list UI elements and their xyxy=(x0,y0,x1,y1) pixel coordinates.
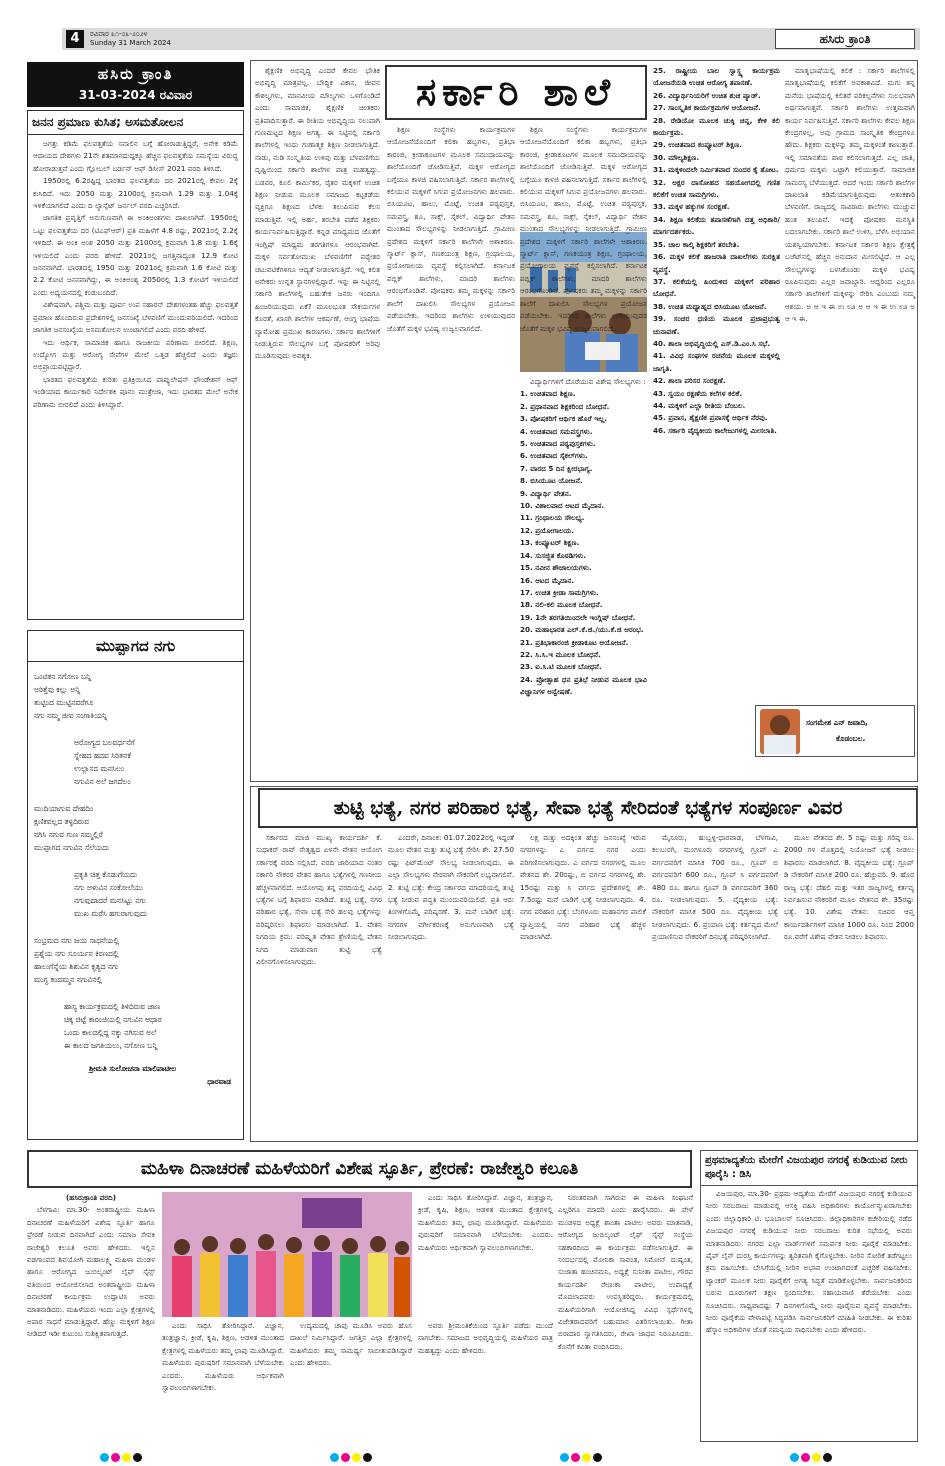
women-col-1 xyxy=(27,1192,155,1442)
list-item: 28. ರೇಡಿಯೋ ಮೂಲಕ ಚುಕ್ಕಿ ಚಿನ್ನ, ಕೇಳಿ ಕಲಿ ಕಾರ್ಯಕ್ರಮ. xyxy=(653,115,780,138)
list-item: 3. ಪೋಷಕರಿಗೆ ಆರ್ಥಿಕ ಹೊರೆ ಇಲ್ಲ. xyxy=(520,414,608,424)
registration-dots-3 xyxy=(560,1447,604,1466)
women-photo-illustration xyxy=(162,1192,412,1317)
list-item: 24. ಪ್ರೋತ್ಸಾಹ ಧನ ಪ್ರತಿಭೆ ನೀಡುವ ಮೂಲಕ ಭಾವಿ ವಿಜ್ಞಾನಿಗಳ ಅನ್ವೇಷಣೆ. xyxy=(520,674,647,697)
list-item: 43. ಸ್ವಯಂ ರಕ್ಷಣೆಯ ಕಲೆಗಳ ಕಲಿಕೆ. xyxy=(653,388,743,398)
list-item: 45. ಪ್ರವಾಸ, ಶೈಕ್ಷಣಿಕ ಪ್ರವಾಸಕ್ಕೆ ಆರ್ಥಿಕ ನೆರವು. xyxy=(653,413,768,423)
allowance-col-5 xyxy=(784,832,914,1138)
editorial-paragraph: ವಿಶೇಷವಾಗಿ, ಪಶ್ಚಿಮ ಮತ್ತು ಪೂರ್ವ ಉಪ ಸಹಾರನ್ ದೇಶಗಳಂತಹ ಹೆಚ್ಚು ಫಲವತ್ತತೆ ಪ್ರಮಾಣ ಹೊಂದಿರುವ ಪ್ರದೇಶಗಳಲ್ಲಿ ಜನಸಂಖ್ಯೆ ಬೆಳವಣಿಗೆ ಮುಂದುವರಿಯಲಿದೆ. ಇದರಿಂದ ಜಾಗತಿಕ ಜನಸಂಖ್ಯೆಯ ಅಸಮತೋಲನ ಉಂಟಾಗಲಿದೆ ಎಂದು ವರದಿ ಹೇಳಿದೆ. xyxy=(33,300,238,335)
editorial-title: ಜನನ ಪ್ರಮಾಣ ಕುಸಿತ; ಅಸಮತೋಲನ xyxy=(28,111,243,135)
poem-stanza xyxy=(74,736,237,788)
editorial-paragraph: 1950ರಲ್ಲಿ 6.2ರಷ್ಟಿದ್ದ ಭಾರತದ ಫಲವತ್ತತೆಯ ದರ 2021ರಲ್ಲಿ ಕೇವಲ 2ಕ್ಕೆ ಕುಸಿದಿದೆ. ಇದು 2050 ಮತ್ತು 2100ರಲ್ಲಿ ಕ್ರಮವಾಗಿ 1.29 ಮತ್ತು 1.04ಕ್ಕೆ ಇಳಿಕೆಯಾಗಲಿದೆ ಎಂದು ದಿ ಲ್ಯಾನ್ಸೆಟ್ ಜರ್ನಲ್ ವರದಿ ಎಚ್ಚರಿಸಿದೆ. xyxy=(33,176,238,211)
list-item: 15. ನವೀನ ಶೌಚಾಲಯಗಳು. xyxy=(520,563,592,573)
poem-line: ಚಿಕ್ಕ ಚಿಟ್ಟೆ ಕಾರಂಜಿಯಲ್ಲಿ ನಗುವಿನ ಆಧಾರ xyxy=(64,1015,162,1024)
allowance-text: ಲಕ್ಷ ಮತ್ತು ಅದಕ್ಕಿಂತ ಹೆಚ್ಚು ಜನಸಂಖ್ಯೆ ಇರುವ ನಗರಗಳನ್ನು ಎ ವರ್ಗದ ನಗರ ಎಂದು ಪರಿಗಣಿಸಲಾಗುವುದು. ಎ ವರ್ಗದ ನಗರಗಳಲ್ಲಿ ಮೂಲ ವೇತನದ ಶೇ. 20ರಷ್ಟು, ಬಿ ವರ್ಗದ ನಗರಗಳಲ್ಲಿ ಶೇ. 15ರಷ್ಟು ಮತ್ತು ಸಿ ವರ್ಗದ ಪ್ರದೇಶಗಳಲ್ಲಿ ಶೇ. 7.5ರಷ್ಟು ಮನೆ ಬಾಡಿಗೆ ಭತ್ಯೆ ನೀಡಲಾಗುವುದು. 4. ನಗರ ಪರಿಹಾರ ಭತ್ಯೆ: ಬೆಂಗಳೂರು ಮಹಾನಗರ ಪಾಲಿಕೆ ವ್ಯಾಪ್ತಿಯಲ್ಲಿ ನಗರ ಪರಿಹಾರ ಭತ್ಯೆ ಹೆಚ್ಚಳ ಮಾಡಲಾಗಿದೆ. xyxy=(520,833,646,942)
header-brand: ಹಸಿರು ಕ್ರಾಂತಿ xyxy=(775,29,915,49)
allowance-col-1 xyxy=(256,832,382,1138)
feature-col-3-top xyxy=(520,124,647,333)
list-item: 19. 1ನೇ ತರಗತಿಯಿಂದಲೇ ಇಂಗ್ಲಿಷ್ ಬೋಧನೆ. xyxy=(520,612,636,622)
list-item: 17. ಉಚಿತ ಕ್ರೀಡಾ ಸಾಮಗ್ರಿಗಳು. xyxy=(520,587,599,597)
poem-stanza xyxy=(64,1000,237,1052)
feature-list-1 xyxy=(520,376,647,776)
feature-col-5 xyxy=(785,65,915,777)
header-date-english: Sunday 31 March 2024 xyxy=(90,39,171,47)
poem-line: ಪ್ರಶ್ನೆಯ ನಗು ಸೂರ್ಯನ ಕಿರಣದಲ್ಲಿ xyxy=(34,949,119,958)
poem-line: ಒಂಟಿತನ ನಗೋಣ ಬನ್ನಿ xyxy=(34,672,92,681)
list-item: 20. ಮಹಾಭಾರತ ಎಲ್.ಕೆ.ಜಿ./ಯು.ಕೆ.ಜಿ ಆರಂಭ. xyxy=(520,625,644,635)
poem-line: ಹಾಸ್ಯ ಕಾರ್ಯಕ್ರಮದಲ್ಲಿ ತಿಳಿದಿರುವ ಜಾಣ xyxy=(64,1002,161,1011)
women-text: ಎಂದು ಸಾಧಿಸಿ ತೋರಿಸಿದ್ದಾರೆ. ವಿಜ್ಞಾನ, ತಂತ್ರಜ್ಞಾನ, ಕ್ರೀಡೆ, ಕೃಷಿ, ಶಿಕ್ಷಣ, ಆಡಳಿತ ಮುಂತಾದ ಕ್ಷೇತ್ರಗಳಲ್ಲಿ ಮಹಿಳೆಯರು ತಮ್ಮ ಛಾಪು ಮೂಡಿಸಿದ್ದಾರೆ. ಮಹಿಳೆಯರು ಪುರುಷರಿಗೆ ಸಮಾನವಾಗಿ ಬೆಳೆಯಬೇಕು ಎಂದರು. ಮಹಿಳೆಯರು ಆರ್ಥಿಕವಾಗಿ ಸ್ವಾವಲಂಬಿಗಳಾಗಬೇಕು. xyxy=(162,1321,284,1393)
list-item: 12. ಪ್ರಯೋಗಾಲಯ. xyxy=(520,525,575,535)
poem-stanza xyxy=(34,670,237,722)
list-item: 46. ಸರ್ಕಾರಿ ವೈದ್ಯಕೀಯ ಕಾಲೇಜುಗಳಲ್ಲಿ ಮೀಸಲಾತಿ. xyxy=(653,425,777,435)
poem-line: ತುಟ್ಟಿಂದ ಮುಟ್ಟಿನವರೆಗೂ xyxy=(34,698,94,707)
women-text: ನಿರಂತರವಾಗಿ ಸಾಗಿರುವ ಈ ಮಹಿಳಾ ಸಂಘಟನೆ ಎಲ್ಲರಿಗೂ ಮಾದರಿ ಎಂದು ಹಾರೈಸಿದರು. ಈ ವೇಳೆ ಮಂಡಳದ ಅಧ್ಯಕ್ಷೆ ಶಾಂತಾ ಪಾಟೀಲ ಅವರು ಮಾತನಾಡಿ, ಆರೋಗ್ಯದ ಜುಬಿಲ್ಯಂಟ್ ಲೈಫ್ ಸೈನ್ಸ್ ಸಂಸ್ಥೆಯ ಸಹಕಾರದಿಂದ ಈ ಕಾರ್ಯಕ್ರಮ ನಡೆಸಲಾಗುತ್ತಿದೆ. ಈ ಸಂದರ್ಭದಲ್ಲಿ ಮೋನಿಕಾ ಸಾವಂತ, ಸಿಮೋನ್ ದುಷ್ಯಂತ, ಸುಜಾತಾ ಹಂಚಿನಮನಿ, ಅಧ್ಯಕ್ಷೆ ಸುನೀತಾ ಪಾಟೀಲ, ಗೌರವ ಕಾರ್ಯದರ್ಶಿ ರೇಣುಕಾ ಪಾಟೀಲ, ಉಪಾಧ್ಯಕ್ಷೆ ಮೊದಲಾದವರು ಉಪಸ್ಥಿತರಿದ್ದರು. ಕಾರ್ಯಕ್ರಮದಲ್ಲಿ ಮಹಿಳೆಯರಿಗಾಗಿ ಆಯೋಜಿಸಿದ್ದ ವಿವಿಧ ಸ್ಪರ್ಧೆಗಳಲ್ಲಿ ವಿಜೇತರಾದವರಿಗೆ ಬಹುಮಾನ ವಿತರಿಸಲಾಯಿತು. ಗೀತಾ ಬಿರಾದಾರ ಸ್ವಾಗತಿಸಿದರು, ರೇಖಾ ಜಾಧವ ನಿರೂಪಿಸಿದರು. ಕೊನೆಗೆ ಕವಿತಾ ವಂದಿಸಿದರು. xyxy=(558,1193,693,1351)
list-item: 13. ಕಂಪ್ಯೂಟರ್ ಶಿಕ್ಷಣ. xyxy=(520,538,580,548)
poem-line: ಆರೋಗ್ಯದ ಬಲವರ್ಧನೆಗೆ xyxy=(74,738,135,747)
poem-line: ಅರಿತ್ತೆವು ಕಲ್ಲು ಅನ್ನಿ xyxy=(34,685,81,694)
author-place: ಕೊಡಂಬಲ. xyxy=(836,734,866,743)
allowance-text: ಮೈಸೂರು, ಹುಬ್ಬಳ್ಳಿ-ಧಾರವಾಡ, ಬೆಳಗಾವಿ, ಕಲಬುರಗಿ, ಮಂಗಳೂರು ನಗರಗಳಲ್ಲಿ ಗ್ರೂಪ್ ಎ ವರ್ಗದವರಿಗೆ ಮಾಸಿಕ 700 ರೂ., ಗ್ರೂಪ್ ಬಿ ವರ್ಗದವರಿಗೆ 600 ರೂ., ಗ್ರೂಪ್ ಸಿ ವರ್ಗದವರಿಗೆ 480 ರೂ. ಹಾಗೂ ಗ್ರೂಪ್ ಡಿ ವರ್ಗದವರಿಗೆ 360 ರೂ. ನೀಡಲಾಗುವುದು. 5. ವೈದ್ಯಕೀಯ ಭತ್ಯೆ: ನೌಕರರಿಗೆ ಮಾಸಿಕ 500 ರೂ. ವೈದ್ಯಕೀಯ ಭತ್ಯೆ ನೀಡಲಾಗುವುದು. 6. ಪ್ರಯಾಣ ಭತ್ಯೆ: ಕರ್ತವ್ಯದ ಮೇಲೆ ಪ್ರಯಾಣಿಸುವ ನೌಕರರಿಗೆ ದಿನಭತ್ಯೆ ಪರಿಷ್ಕರಿಸಲಾಗಿದೆ. xyxy=(652,833,778,942)
poem-line: ಮುಪ್ಪಾಗದ ನಗುವಿನ ಸೆಲೆಯದು xyxy=(34,843,110,852)
poem-line: ನಗುವುದಾದರೆ ಮನಸಿಟ್ಟು ನಗು xyxy=(74,896,146,905)
masthead-date: 31-03-2024 ರವಿವಾರ xyxy=(78,88,193,102)
list-item: 16. ಆಟದ ಮೈದಾನ. xyxy=(520,575,575,585)
women-col-under-photo xyxy=(162,1320,412,1442)
list-item: 37. ಕಲಿಕೆಯಲ್ಲಿ ಹಿಂದುಳಿದ ಮಕ್ಕಳಿಗೆ ಪರಿಹಾರ ಬೋಧನೆ. xyxy=(653,276,780,299)
poem-line: ಕ್ಷಣಿಕವಲ್ಲದ ತಳ್ಳದಿರುವ xyxy=(34,817,90,826)
poem-line: ಪ್ರಕೃತಿ ಚಿತ್ತ ಕೊಡುಗೆಯದು xyxy=(74,870,138,879)
water-text: ವಿಜಯಪುರ, ಮಾ.30- ಪ್ರಥಮ ಆದ್ಯತೆಯ ಮೇರೆಗೆ ವಿಜಯಪುರ ನಗರಕ್ಕೆ ಕುಡಿಯುವ ನೀರು ಸರಬರಾಜು ಮಾಡುವಲ್ಲಿ ಆಸಕ್ತಿ ವಹಿಸಿ ಅಧಿಕಾರಿಗಳು ಕಾರ್ಯೋನ್ಮುಖರಾಗಬೇಕು ಎಂದು ಜಿಲ್ಲಾಧಿಕಾರಿ ಟಿ. ಭೂಬಾಲನ್ ಸೂಚಿಸಿದರು. ಜಿಲ್ಲಾಧಿಕಾರಿಗಳ ಕಚೇರಿಯಲ್ಲಿ ನಡೆದ ವಿಜಯಪುರ ನಗರಕ್ಕೆ ಕುಡಿಯುವ ನೀರು ಸರಬರಾಜು ಕುರಿತ ಸಭೆಯಲ್ಲಿ ಅವರು ಮಾತನಾಡಿದರು. ನಗರದ ಎಲ್ಲಾ ವಾರ್ಡ್‌ಗಳಿಗೆ ಸಮರ್ಪಕ ನೀರು ಪೂರೈಕೆ ಮಾಡಬೇಕು. ಪೈಪ್ ಲೈನ್ ದುರಸ್ತಿ ಕಾರ್ಯಗಳನ್ನು ತ್ವರಿತವಾಗಿ ಕೈಗೊಳ್ಳಬೇಕು. ನೀರಿನ ಸೋರಿಕೆ ತಡೆಗಟ್ಟಲು ಕ್ರಮ ವಹಿಸಬೇಕು. ಬೇಸಿಗೆಯಲ್ಲಿ ನೀರಿನ ಅಭಾವ ಉಂಟಾಗದಂತೆ ಎಚ್ಚರಿಕೆ ವಹಿಸಬೇಕು. ಟ್ಯಾಂಕರ್ ಮೂಲಕ ನೀರು ಪೂರೈಕೆಗೆ ಅಗತ್ಯ ಸಿದ್ಧತೆ ಮಾಡಿಕೊಳ್ಳಬೇಕು. ಸಾರ್ವಜನಿಕರಿಂದ ಬರುವ ದೂರುಗಳಿಗೆ ತಕ್ಷಣ ಸ್ಪಂದಿಸಬೇಕು. ಸಹಾಯವಾಣಿ ತೆರೆಯಬೇಕು ಎಂದು ಸೂಚಿಸಿದರು. ಸಾಧ್ಯವಾದಷ್ಟು 7 ದಿನಗಳಿಗೊಮ್ಮೆ ನೀರು ಪೂರೈಸುವ ವ್ಯವಸ್ಥೆ ಮಾಡಬೇಕು. ನೀರು ಪೂರೈಕೆಯ ವೇಳಾಪಟ್ಟಿ ಸಿದ್ಧಪಡಿಸಿ ಸಾರ್ವಜನಿಕರಿಗೆ ಮಾಹಿತಿ ನೀಡಬೇಕು. ಈ ಕುರಿತು ಹೆಸ್ಕಾಂ ಅಧಿಕಾರಿಗಳ ಜೊತೆ ಸಮನ್ವಯ ಸಾಧಿಸಬೇಕು ಎಂದು ಹೇಳಿದರು. xyxy=(706,1189,912,1335)
allowance-text: ಮೂಲ ವೇತನದ ಶೇ. 5 ರಷ್ಟು ಮತ್ತು ಗರಿಷ್ಠ ರೂ. 2000 ಗಳ ಮೊತ್ತದಲ್ಲಿ ನಿಯೋಜನೆ ಭತ್ಯೆ ನೀಡಲು ಶಿಫಾರಸು ಮಾಡಲಾಗಿದೆ. 8. ವೈದ್ಯಕೀಯ ಭತ್ಯೆ: ಗ್ರೂಪ್ ಡಿ ನೌಕರರಿಗೆ ಮಾಸಿಕ 200 ರೂ. ಹೆಚ್ಚುವರಿ. 9. ಹೊರ ರಾಜ್ಯ ಭತ್ಯೆ: ದೆಹಲಿ ಮತ್ತು ಇತರ ರಾಜ್ಯಗಳಲ್ಲಿ ಕರ್ತವ್ಯ ನಿರ್ವಹಿಸುವ ನೌಕರರಿಗೆ ಮೂಲ ವೇತನದ ಶೇ. 35ರಷ್ಟು ಭತ್ಯೆ. 10. ವಿಶೇಷ ವೇತನ: ಸಚಿವರ ಆಪ್ತ ಕಾರ್ಯದರ್ಶಿಗಳಿಗೆ ಮಾಸಿಕ 1000 ರೂ. ನಿಂದ 2000 ರೂ.ವರೆಗೆ ವಿಶೇಷ ವೇತನ ನೀಡಲು ಶಿಫಾರಸು. xyxy=(784,833,914,942)
feature-list-2 xyxy=(653,65,780,705)
list-item: 34. ಶಿಕ್ಷಣ ಕಲಿಕೆಯ ತಪಾಸಣೆಗಾಗಿ ದತ್ತ ಅಧಿಕಾರಿ/ ಮಾರ್ಗದರ್ಶಕರು. xyxy=(653,214,780,237)
editorial-paragraph: ಜಾಗತಿಕ ಪ್ರವೃತ್ತಿಗೆ ಅನುಗುಣವಾಗಿ ಈ ಅಂಕಿಅಂಶಗಳು ದಾಖಲಾಗಿವೆ. 1950ರಲ್ಲಿ ಒಟ್ಟು ಫಲವತ್ತತೆಯ ದರ (ಟಿಎಫ್‌ಆರ್) ಪ್ರತಿ ಮಹಿಳೆಗೆ 4.8 ರಷ್ಟು, 2021ರಲ್ಲಿ 2.2ಕ್ಕೆ ಇಳಿದಿದೆ. ಈ ಅಂಕಿ ಅಂಶ 2050 ಮತ್ತು 2100ರಲ್ಲಿ ಕ್ರಮವಾಗಿ 1.8 ಮತ್ತು 1.6ಕ್ಕೆ ಇಳಿಯಲಿದೆ ಎಂದು ವರದಿ ಹೇಳಿದೆ. 2021ರಲ್ಲಿ ಜಗತ್ತಿನಾದ್ಯಂತ 12.9 ಕೋಟಿ ಜನನವಾಗಿದೆ. ಭಾರತದಲ್ಲಿ 1950 ಮತ್ತು 2021ರಲ್ಲಿ ಕ್ರಮವಾಗಿ 1.6 ಕೋಟಿ ಮತ್ತು 2.2 ಕೋಟಿ ಜನನವಾಗಿದ್ದು, ಈ ಅಂಕಿಅಂಶ್ಯ 2050ರಲ್ಲಿ 1.3 ಕೋಟಿಗೆ ಇಳಿಯಲಿದೆ ಎಂದು ಅಧ್ಯಯನದಲ್ಲಿ ಕಂಡುಬಂದಿದೆ. xyxy=(33,213,238,297)
editorial-paragraph: ಇದು ಆರ್ಥಿಕ, ಸಾಮಾಜಿಕ ಹಾಗೂ ರಾಜಕೀಯ ಪರಿಣಾಮ ಬೀರಲಿದೆ. ಶಿಕ್ಷಣ, ಉದ್ಯೋಗ ಮತ್ತು ಆರೋಗ್ಯ ಸೇವೆಗಳ ಮೇಲೆ ಒತ್ತಡ ಹೆಚ್ಚಲಿದೆ ಎಂದು ತಜ್ಞರು ಅಭಿಪ್ರಾಯಪಟ್ಟಿದ್ದಾರೆ. xyxy=(33,337,238,372)
list-item: 11. ಗ್ರಂಥಾಲಯ ಸೌಲಭ್ಯ. xyxy=(520,513,585,523)
list-item: 8. ಬಿಸಿಯೂಟ ಯೋಜನೆ. xyxy=(520,476,583,486)
allowance-text: ಎಂದರೇ, ದಿನಾಂಕ: 01.07.2022ರಲ್ಲಿ ಇದ್ದಂತೆ ಮೂಲ ವೇತನ ಮತ್ತು ತುಟ್ಟಿ ಭತ್ಯೆ ಸೇರಿಸಿ ಶೇ. 27.50 ರಷ್ಟು ಫಿಟ್‌ಮೆಂಟ್ ಸೌಲಭ್ಯ ನೀಡಲಾಗುವುದು. ಈ ಎಲ್ಲಾ ಸೌಲಭ್ಯಗಳು ನೇರವಾಗಿ ನೌಕರರಿಗೆ ಲಭ್ಯವಾಗಲಿವೆ. 2. ತುಟ್ಟಿ ಭತ್ಯೆ: ಕೇಂದ್ರ ಸರ್ಕಾರದ ಮಾದರಿಯಲ್ಲಿ ತುಟ್ಟಿ ಭತ್ಯೆ ನೀಡುವ ಪದ್ಧತಿ ಮುಂದುವರಿಯಲಿದೆ. ಪ್ರತಿ ಆರು ತಿಂಗಳಿಗೊಮ್ಮೆ ಪರಿಷ್ಕರಣೆ. 3. ಮನೆ ಬಾಡಿಗೆ ಭತ್ಯೆ: ನಗರಗಳ ವರ್ಗೀಕರಣಕ್ಕೆ ಅನುಗುಣವಾಗಿ ಭತ್ಯೆ ನೀಡಲಾಗುವುದು. xyxy=(388,833,514,942)
women-text: ಉದ್ಯಮದಲ್ಲಿ ಚಾಪು ಮೂಡಿಸಿ ಅವರು ಹೊಸ ದಾಖಲೆ ನಿರ್ಮಿಸಿದ್ದಾರೆ. ಜಗತ್ತಿನ ಎಲ್ಲಾ ಕ್ಷೇತ್ರಗಳಲ್ಲಿ ಮಹಿಳೆಯರು ತಮ್ಮ ಸಾಮರ್ಥ್ಯ ಸಾಬೀತುಪಡಿಸಿದ್ದಾರೆ ಎಂದು ಹೇಳಿದರು. xyxy=(290,1321,412,1368)
list-item: 39. ಸಂಚರ ಧಣಿಯ ಮೂಲಕ ಪ್ರಜಾಪ್ರಭುತ್ವ ಚುನಾವಣೆ. xyxy=(653,314,780,336)
list-item: 32. ಅಕ್ಷರ ದಾಸೋಹದ ಸಹಯೋಗದಲ್ಲಿ ಗಣಿತ ಕಲಿಕೆಗೆ ಉಚಿತ ಸಾಮಗ್ರಿಗಳು. xyxy=(653,177,780,200)
poem-title: ಮುಪ್ಪಾಗದ ನಗು xyxy=(28,631,243,662)
allowance-text: ಸರ್ಕಾರದ ಮಾಜಿ ಮುಖ್ಯ ಕಾರ್ಯದರ್ಶಿ ಕೆ. ಸುಧಾಕರ್ ರಾವ್ ನೇತೃತ್ವದ ಏಳನೇ ವೇತನ ಆಯೋಗ ಸರ್ಕಾರಕ್ಕೆ ವರದಿ ಸಲ್ಲಿಸಿದೆ. ವರದಿ ಜಾರಿಯಾದ ನಂತರ ಸರ್ಕಾರಿ ನೌಕರರ ವೇತನ ಹಾಗೂ ಭತ್ಯೆಗಳಲ್ಲಿ ಗಣನೀಯ ಹೆಚ್ಚಳವಾಗಲಿದೆ. ಆಯೋಗವು ತನ್ನ ವರದಿಯಲ್ಲಿ ವಿವಿಧ ಭತ್ಯೆಗಳ ಬಗ್ಗೆ ಶಿಫಾರಸು ಮಾಡಿದೆ. ತುಟ್ಟಿ ಭತ್ಯೆ, ನಗರ ಪರಿಹಾರ ಭತ್ಯೆ, ಸೇವಾ ಭತ್ಯೆ ಸೇರಿ ಹಲವು ಭತ್ಯೆಗಳನ್ನು ಪರಿಷ್ಕರಿಸಲು ಶಿಫಾರಸು ಮಾಡಲಾಗಿದೆ. 1. ವೇತನ ನಿಗದಿಯ ಕ್ರಮ: ಪರಿಷ್ಕೃತ ವೇತನ ಶ್ರೇಣಿಯಲ್ಲಿ ವೇತನ ನಿಗದಿ ಮಾಡುವಾಗ ತುಟ್ಟಿ ಭತ್ಯೆ ವಿಲೀನಗೊಳಿಸಲಾಗುವುದು. xyxy=(256,833,382,967)
list-item: 30. ಮೌಲ್ಯಶಿಕ್ಷಣ. xyxy=(653,152,700,162)
editorial-body xyxy=(28,135,243,613)
registration-dots-2 xyxy=(330,1447,374,1466)
header-date xyxy=(90,30,171,48)
list-item: 40. ಶಾಲಾ ಅಭಿವೃದ್ಧಿಯಲ್ಲಿ ಎಸ್.ಡಿ.ಎಂ.ಸಿ ಸಭೆ. xyxy=(653,338,771,348)
list-item: 1. ಉಚಿತವಾದ ಶಿಕ್ಷಣ. xyxy=(520,389,576,399)
feature-text: ಶೈಕ್ಷಣಿಕ ಅಭಿವೃದ್ಧಿ ಎಂದರೆ ಕೇವಲ ಭೌತಿಕ ಅಭಿವೃದ್ಧಿ ಮಾತ್ರವಲ್ಲ. ಬೌದ್ಧಿಕ ವಿಕಾಸ, ಜೀವನ ಕೌಶಲ್ಯಗಳು, ಮಾನವೀಯ ಮೌಲ್ಯಗಳು ಒಳಗೊಂಡಿದೆ ಎಂದು ಸಾಮಾಜಿಕ, ಶೈಕ್ಷಣಿಕ ಚಿಂತಕರು ಪ್ರತಿಪಾದಿಸುತ್ತಾರೆ. ಈ ರೀತಿಯ ಅಭಿವೃದ್ಧಿಯ ಸಲುವಾಗಿ ಗುಣಮಟ್ಟದ ಶಿಕ್ಷಣ ಅಗತ್ಯ. ಈ ನಿಟ್ಟಿನಲ್ಲಿ ಸರ್ಕಾರಿ ಶಾಲೆಗಳಲ್ಲಿ ಇಂದು ಗುಣಾತ್ಮಕ ಶಿಕ್ಷಣ ನೀಡಲಾಗುತ್ತಿದೆ. ನಾಡು, ನುಡಿ ಸಂಸ್ಕೃತಿಯ ಉಳಿವು ಮತ್ತು ಬೆಳವಣಿಗೆಯ ದೃಷ್ಟಿಯಿಂದ ಸರ್ಕಾರಿ ಶಾಲೆಗಳ ಪಾತ್ರ ಮಹತ್ವದ್ದು. ಬಡವರ, ಕೂಲಿ ಕಾರ್ಮಿಕರ, ರೈತರ ಮಕ್ಕಳಿಗೆ ಉಚಿತ ಶಿಕ್ಷಣ ನೀಡುವ ಮೂಲಕ ಸಮಾಜದ ಕಟ್ಟಕಡೆಯ ವ್ಯಕ್ತಿಗೂ ಶಿಕ್ಷಣದ ಬೆಳಕು ತಲುಪಿಸುವ ಕೆಲಸ ಮಾಡುತ್ತಿವೆ. ಇಲ್ಲಿ ಅರ್ಹ, ತರಬೇತಿ ಪಡೆದ ಶಿಕ್ಷಕರು ಕಾರ್ಯನಿರ್ವಹಿಸುತ್ತಿದ್ದಾರೆ. ಕನ್ನಡ ಮಾಧ್ಯಮದ ಜೊತೆಗೆ ಇಂಗ್ಲಿಷ್ ಮಾಧ್ಯಮ ತರಗತಿಗಳೂ ಆರಂಭವಾಗಿವೆ. ಮಕ್ಕಳ ಸರ್ವತೋಮುಖ ಬೆಳವಣಿಗೆಗೆ ಪಠ್ಯೇತರ ಚಟುವಟಿಕೆಗಳಿಗೂ ಆದ್ಯತೆ ನೀಡಲಾಗುತ್ತಿದೆ. ಇಲ್ಲಿ ಕಲಿತ ಅನೇಕರು ಉನ್ನತ ಸ್ಥಾನಗಳಲ್ಲಿದ್ದಾರೆ. ಇನ್ನು ಈ ನಿಟ್ಟಿನಲ್ಲಿ ಸರ್ಕಾರಿ ಶಾಲೆಗಳಲ್ಲಿ ಬಹುತೇಕ ಜನರು ಇಂದಿಗೂ ಹಿಂಜರಿಯುವುದು ಏಕೆ? ಮೂಲಭೂತ ಸೌಕರ್ಯಗಳ ಕೊರತೆ, ಖಾಸಗಿ ಶಾಲೆಗಳ ಆಕರ್ಷಣೆ, ಆಂಗ್ಲ ಭಾಷೆಯ ವ್ಯಾಮೋಹ ಪ್ರಮುಖ ಕಾರಣಗಳು. ಸರ್ಕಾರ ಶಾಲೆಗಳಿಗೆ ನೀಡುತ್ತಿರುವ ಸೌಲಭ್ಯಗಳ ಬಗ್ಗೆ ಪೋಷಕರಿಗೆ ಅರಿವು ಮೂಡಿಸುವುದು ಅವಶ್ಯಕ. xyxy=(255,66,380,361)
list-item: 23. ಐ.ಸಿ.ಟಿ ಮೂಲಕ ಬೋಧನೆ. xyxy=(520,662,602,672)
list-item: 10. ವಿಶಾಲವಾದ ಆಟದ ಮೈದಾನ. xyxy=(520,501,605,511)
poem-line: ನಗುವಿನ ಅಲೆ ಜಗದೆಲಂ xyxy=(74,777,131,786)
poem-place: ಧಾರವಾಡ xyxy=(207,1077,231,1086)
poem-line: ಸ್ನೇಹದ ಹದವ ಸಿರಿತನಕೆ xyxy=(74,751,131,760)
list-item: 6. ಉಚಿತವಾದ ಸೈಕಲ್‌ಗಳು. xyxy=(520,451,588,461)
women-col-4 xyxy=(558,1192,693,1442)
masthead-name: ಹಸಿರು ಕ್ರಾಂತಿ xyxy=(97,65,174,83)
water-body xyxy=(701,1186,917,1436)
list-item: 18. ನಲಿ-ಕಲಿ ಮೂಲಕ ಬೋಧನೆ. xyxy=(520,600,603,610)
poem-line: ಉಲ್ಲಾಸದ ಮನಸಿಲಂ xyxy=(74,764,125,773)
editorial-box xyxy=(27,110,244,620)
registration-dots-4 xyxy=(790,1447,834,1466)
women-text: ಎಂದು ಸಾಧಿಸಿ ತೋರಿಸಿದ್ದಾರೆ. ವಿಜ್ಞಾನ, ತಂತ್ರಜ್ಞಾನ, ಕ್ರೀಡೆ, ಕೃಷಿ, ಶಿಕ್ಷಣ, ಆಡಳಿತ ಮುಂತಾದ ಕ್ಷೇತ್ರಗಳಲ್ಲಿ ಮಹಿಳೆಯರು ತಮ್ಮ ಛಾಪು ಮೂಡಿಸಿದ್ದಾರೆ. ಮಹಿಳೆಯರು ಪುರುಷರಿಗೆ ಸಮಾನವಾಗಿ ಬೆಳೆಯಬೇಕು ಎಂದರು. ಮಹಿಳೆಯರು ಆರ್ಥಿಕವಾಗಿ ಸ್ವಾವಲಂಬಿಗಳಾಗಬೇಕು. xyxy=(418,1193,553,1252)
poem-line: ಮುದಿಯಾಗುವ ದೇಹದಿಂ xyxy=(34,804,94,813)
list-item: 5. ಉಚಿತವಾದ ಪಠ್ಯಪುಸ್ತಕಗಳು. xyxy=(520,439,596,449)
author-name: ಸಂಗಮೇಶ ಎನ್ ಜವಾದಿ, xyxy=(806,718,868,727)
poem-line: ನಗಿಸಿ ನಗುವ ಗುಣ ನಮ್ಮಲ್ಲಿರೆ xyxy=(34,830,103,839)
list-item: 41. ವಿವಿಧ ಸಂಘಗಳ ರಚನೆಯ ಮೂಲಕ ಮಕ್ಕಳಲ್ಲಿ ಜಾಗೃತಿ. xyxy=(653,351,780,373)
women-col-3 xyxy=(418,1320,553,1442)
poem-line: ನಗು ನಮ್ಮ ಜೀವ ಸಂಗಾತಿಯನ್ನಿ xyxy=(34,711,108,720)
list-item: 26. ವಿದ್ಯಾರ್ಥಿನಿಯರಿಗೆ ಉಚಿತ ಶುಚಿ ಪ್ಯಾಡ್. xyxy=(653,90,761,100)
poem-body xyxy=(28,662,243,1096)
poem-box xyxy=(27,630,244,1140)
poem-line: ಸಂಭ್ರಮದ ನಗು ಜಯ ಸಾಧನೆಯಲ್ಲಿ xyxy=(34,936,119,945)
water-title: ಪ್ರಥಮಾದ್ಯತೆಯ ಮೇರೆಗೆ ವಿಜಯಪುರ ನಗರಕ್ಕೆ ಕುಡಿಯುವ ನೀರು ಪೂರೈಸಿ : ಡಿಸಿ xyxy=(701,1151,917,1186)
feature-text: ಮಾತೃಭಾಷೆಯಲ್ಲಿ ಕಲಿಕೆ : ಸರ್ಕಾರಿ ಶಾಲೆಗಳಲ್ಲಿ ಮಾತೃಭಾಷೆಯಲ್ಲಿ ಕಲಿಕೆಗೆ ಅವಕಾಶವಿದೆ. ಮಗು ತನ್ನ ಮನೆಯ ಭಾಷೆಯಲ್ಲಿ ಕಲಿತರೆ ಪರಿಕಲ್ಪನೆಗಳು ಸುಲಭವಾಗಿ ಅರ್ಥವಾಗುತ್ತವೆ. ಸರ್ಕಾರಿ ಶಾಲೆಗಳು ಉತ್ತಮವಾಗಿ ಕಾರ್ಯ ನಿರ್ವಹಿಸುತ್ತಿವೆ. ಸರ್ಕಾರಿ ಶಾಲೆಗಳು ಕೇವಲ ಶಿಕ್ಷಣ ಕೇಂದ್ರಗಳಲ್ಲ, ಅವು ಗ್ರಾಮದ ಸಾಂಸ್ಕೃತಿಕ ಕೇಂದ್ರಗಳೂ ಹೌದು. ಶಿಕ್ಷಕರು ಮಕ್ಕಳನ್ನು ತಮ್ಮ ಮಕ್ಕಳಂತೆ ಕಾಣುತ್ತಾರೆ. ಇಲ್ಲಿ ಸಮಾನತೆಯ ಪಾಠ ಕಲಿಸಲಾಗುತ್ತದೆ. ಎಲ್ಲ ಜಾತಿ, ಧರ್ಮದ ಮಕ್ಕಳು ಒಟ್ಟಾಗಿ ಕಲಿಯುತ್ತಾರೆ. ಸಾಮಾಜಿಕ ಸಾಮರಸ್ಯ ಬೆಳೆಯುತ್ತದೆ. ಆದರೆ ಇಂದು ಸರ್ಕಾರಿ ಶಾಲೆಗಳ ದಾಖಲಾತಿ ಕಡಿಮೆಯಾಗುತ್ತಿರುವುದು ಆತಂಕಕಾರಿ ಬೆಳವಣಿಗೆ. ರಾಜ್ಯದಲ್ಲಿ ಸಾವಿರಾರು ಶಾಲೆಗಳು ಮುಚ್ಚುವ ಹಂತ ತಲುಪಿವೆ. ಇದಕ್ಕೆ ಪೋಷಕರ ಮನಸ್ಥಿತಿ ಬದಲಾಗಬೇಕು. ಸರ್ಕಾರಿ ಶಾಲೆ ಉಳಿಸಿ, ಬೆಳೆಸಿ ಅಭಿಯಾನ ಯಶಸ್ವಿಯಾಗಬೇಕು. ಕರ್ನಾಟಕ ಸರ್ಕಾರ ಶಿಕ್ಷಣ ಕ್ಷೇತ್ರಕ್ಕೆ ಬಜೆಟ್‌ನಲ್ಲಿ ಹೆಚ್ಚಿನ ಅನುದಾನ ಮೀಸಲಿಟ್ಟಿದೆ. ಆ ಎಲ್ಲ ಸೌಲಭ್ಯಗಳನ್ನು ಬಳಸಿಕೊಂಡು ಮಕ್ಕಳ ಭವಿಷ್ಯ ರೂಪಿಸುವುದು ಎಲ್ಲರ ಜವಾಬ್ದಾರಿ. ಆದ್ದರಿಂದ ಎಲ್ಲರೂ ಸರ್ಕಾರಿ ಶಾಲೆಗಳಿಗೆ ಮಕ್ಕಳನ್ನು ಸೇರಿಸಿ ಎಂಬುದು ನಮ್ಮ ಆಶಯ. ಅ ಆ ಇ ಈ ಉ ಊ ಅ ಆ ಇ ಈ ಉ ಊ ಅ ಆ ಇ ಈ. xyxy=(785,66,915,324)
poem-stanza xyxy=(34,934,237,986)
editorial-paragraph: ಜಗತ್ತು ಕಡಿಮೆ ಫಲವತ್ತತೆಯ ಸವಾಲಿನ ಬಗ್ಗೆ ಹೋರಾಡುತ್ತಿದ್ದರೆ, ಅನೇಕ ಕಡಿಮೆ ಆದಾಯದ ದೇಶಗಳು 21ನೇ ಶತಮಾನದುದ್ದಕ್ಕೂ ಹೆಚ್ಚಿನ ಫಲವತ್ತತೆಯ ಸಮಸ್ಯೆಯ ವಿರುದ್ಧ ಹೋರಾಡುತ್ತವೆ ಎಂದು ಗ್ಲೋಬಲ್ ಬರ್ಡನ್ ಆಫ್ ಡಿಸೀಸ್ 2021 ವರದಿ ತಿಳಿಸಿದೆ. xyxy=(33,139,238,173)
allowance-col-2 xyxy=(388,832,514,1138)
poem-stanza xyxy=(74,868,237,920)
poem-author: ಶ್ರೀಮತಿ ಸುಲೋಚನಾ ಮಾಲಿಪಾಟೀಲ xyxy=(89,1064,177,1073)
poem-line: ಒಂದು ಕಾಲದಲ್ಲಿದ್ದ ನಕ್ಕು ನಗಿಸುವ ಅಲೆ xyxy=(64,1028,157,1037)
list-item: 33. ಮಕ್ಕಳ ಹಕ್ಕುಗಳ ಸಂರಕ್ಷಣೆ. xyxy=(653,202,730,212)
feature-col-2 xyxy=(387,124,515,777)
women-group-photo xyxy=(162,1192,412,1317)
feature-text: ಶಿಕ್ಷಣ ಸಂಸ್ಥೆಗಳು ಕಾರ್ಯಕ್ರಮಗಳ ಆಯೋಜನೆಯೊಂದಿಗೆ ಕಲಿಕಾ ಹಬ್ಬಗಳು, ಪ್ರತಿಭಾ ಕಾರಂಜಿ, ಕ್ರೀಡಾಕೂಟಗಳ ಮೂಲಕ ಸಮುದಾಯವನ್ನು ಶಾಲೆಯೊಂದಿಗೆ ಜೋಡಿಸುತ್ತಿವೆ. ಮಕ್ಕಳ ಆರೋಗ್ಯದ ಬಗ್ಗೆಯೂ ಕಾಳಜಿ ವಹಿಸಲಾಗುತ್ತಿದೆ. ಸರ್ಕಾರ ಶಾಲೆಗಳಲ್ಲಿ ಕಲಿಯುವ ಮಕ್ಕಳಿಗೆ ಸಿಗುವ ಪ್ರಯೋಜನಗಳು ಹಲವಾರು. ಬಿಸಿಯೂಟ, ಹಾಲು, ಮೊಟ್ಟೆ, ಉಚಿತ ಪಠ್ಯಪುಸ್ತಕ, ಸಮವಸ್ತ್ರ, ಶೂ, ಸಾಕ್ಸ್, ಸೈಕಲ್, ವಿದ್ಯಾರ್ಥಿ ವೇತನ ಮುಂತಾದ ಸೌಲಭ್ಯಗಳನ್ನು ನೀಡಲಾಗುತ್ತಿದೆ. ಗ್ರಾಮೀಣ ಪ್ರದೇಶದ ಮಕ್ಕಳಿಗೆ ಸರ್ಕಾರಿ ಶಾಲೆಗಳೇ ಆಶಾಕಿರಣ. ಸ್ಮಾರ್ಟ್ ಕ್ಲಾಸ್, ಗಣಕಯಂತ್ರ ಶಿಕ್ಷಣ, ಗ್ರಂಥಾಲಯ, ಪ್ರಯೋಗಾಲಯ ವ್ಯವಸ್ಥೆ ಕಲ್ಪಿಸಲಾಗಿದೆ. ಕರ್ನಾಟಕ ಪಬ್ಲಿಕ್ ಶಾಲೆಗಳು, ಮಾದರಿ ಶಾಲೆಗಳು ಆರಂಭಗೊಂಡಿವೆ. ಪೋಷಕರು ತಮ್ಮ ಮಕ್ಕಳನ್ನು ಸರ್ಕಾರಿ ಶಾಲೆಗೆ ದಾಖಲಿಸಿ ಸೌಲಭ್ಯಗಳ ಪ್ರಯೋಜನ ಪಡೆಯಬೇಕು. ಇದರಿಂದ ಶಾಲೆಗಳು ಉಳಿಯುವುದರ ಜೊತೆಗೆ ಮಕ್ಕಳ ಭವಿಷ್ಯ ಉಜ್ವಲವಾಗಲಿದೆ. xyxy=(520,125,647,333)
list-item: 25. ರಾಷ್ಟ್ರೀಯ ಬಾಲ ಸ್ವಾಸ್ಥ್ಯ ಕಾರ್ಯಕ್ರಮ ಯೋಜನೆಯಡಿ ಉಚಿತ ಆರೋಗ್ಯ ತಪಾಸಣೆ. xyxy=(653,66,780,88)
women-text: ಬೆಳಗಾವಿ: ಮಾ.30- ಅಂತರಾಷ್ಟ್ರೀಯ ಮಹಿಳಾ ದಿನಾಚರಣೆ ಮಹಿಳೆಯರಿಗೆ ವಿಶೇಷ ಸ್ಫೂರ್ತಿ ಹಾಗೂ ಪ್ರೇರಣೆ ನೀಡುವ ದಿನವಾಗಿದೆ ಎಂದು ಸಮಾಜ ಸೇವಕಿ ರಾಜೇಶ್ವರಿ ಕಲೂತಿ ಅವರು ಹೇಳಿದರು. ಇಲ್ಲಿನ ವಡಗಾಂವದ ಶಿವಯೋಗಿ ಮಹಾಲಕ್ಷ್ಮಿ ಮಹಿಳಾ ಮಂಡಳ ಹಾಗೂ ಆರೋಗ್ಯದ ಜುಬಿಲ್ಯಂಟ್ ಲೈಫ್ ಸೈನ್ಸ್ ವತಿಯಿಂದ ಆಯೋಜಿಸಲಾದ ಅಂತರಾಷ್ಟ್ರೀಯ ಮಹಿಳಾ ದಿನಾಚರಣೆ ಕಾರ್ಯಕ್ರಮ ಉದ್ಘಾಟಿಸಿ ಅವರು ಮಾತನಾಡಿದರು. ಮಹಿಳೆಯರು ಇಂದು ಎಲ್ಲಾ ಕ್ಷೇತ್ರಗಳಲ್ಲಿ ಅಪಾರ ಸಾಧನೆ ಮಾಡುತ್ತಿದ್ದಾರೆ. ಹೆಣ್ಣು ಮಕ್ಕಳಿಗೆ ಶಿಕ್ಷಣ ನೀಡಿದರೆ ಇಡೀ ಕುಟುಂಬ ಸುಶಿಕ್ಷಿತವಾಗುತ್ತದೆ. xyxy=(27,1205,155,1339)
page-number: 4 xyxy=(66,30,84,48)
editorial-paragraph: ಭಾರತದ ಫಲವತ್ತತೆಯ ಕುರಿತು ಪ್ರತಿಕ್ರಿಯಿಸಿದ ಪಾಪ್ಯುಲೇಷನ್ ಫೌಂಡೇಶನ್ ಆಫ್ ಇಂಡಿಯಾದ ಕಾರ್ಯಕಾರಿ ನಿರ್ದೇಶಕಿ ಪೂನಂ ಮುತ್ರೇಜಾ, ಇದು ಭಾರತದ ಮೇಲೆ ಅನೇಕ ಪರಿಣಾಮ ಬೀರಲಿದೆ ಎಂದು ತಿಳಿಸಿದ್ದಾರೆ. xyxy=(33,374,238,409)
feature-col-1 xyxy=(255,65,380,777)
allowance-col-4 xyxy=(652,832,778,1138)
women-col-5 xyxy=(418,1192,553,1316)
poem-line: ಮುಗ್ಧ ಕಂದಮ್ಮನ ನಗುವಿನಲ್ಲಿ xyxy=(34,975,103,984)
feature-text: ಶಿಕ್ಷಣ ಸಂಸ್ಥೆಗಳು ಕಾರ್ಯಕ್ರಮಗಳ ಆಯೋಜನೆಯೊಂದಿಗೆ ಕಲಿಕಾ ಹಬ್ಬಗಳು, ಪ್ರತಿಭಾ ಕಾರಂಜಿ, ಕ್ರೀಡಾಕೂಟಗಳ ಮೂಲಕ ಸಮುದಾಯವನ್ನು ಶಾಲೆಯೊಂದಿಗೆ ಜೋಡಿಸುತ್ತಿವೆ. ಮಕ್ಕಳ ಆರೋಗ್ಯದ ಬಗ್ಗೆಯೂ ಕಾಳಜಿ ವಹಿಸಲಾಗುತ್ತಿದೆ. ಸರ್ಕಾರ ಶಾಲೆಗಳಲ್ಲಿ ಕಲಿಯುವ ಮಕ್ಕಳಿಗೆ ಸಿಗುವ ಪ್ರಯೋಜನಗಳು ಹಲವಾರು. ಬಿಸಿಯೂಟ, ಹಾಲು, ಮೊಟ್ಟೆ, ಉಚಿತ ಪಠ್ಯಪುಸ್ತಕ, ಸಮವಸ್ತ್ರ, ಶೂ, ಸಾಕ್ಸ್, ಸೈಕಲ್, ವಿದ್ಯಾರ್ಥಿ ವೇತನ ಮುಂತಾದ ಸೌಲಭ್ಯಗಳನ್ನು ನೀಡಲಾಗುತ್ತಿದೆ. ಗ್ರಾಮೀಣ ಪ್ರದೇಶದ ಮಕ್ಕಳಿಗೆ ಸರ್ಕಾರಿ ಶಾಲೆಗಳೇ ಆಶಾಕಿರಣ. ಸ್ಮಾರ್ಟ್ ಕ್ಲಾಸ್, ಗಣಕಯಂತ್ರ ಶಿಕ್ಷಣ, ಗ್ರಂಥಾಲಯ, ಪ್ರಯೋಗಾಲಯ ವ್ಯವಸ್ಥೆ ಕಲ್ಪಿಸಲಾಗಿದೆ. ಕರ್ನಾಟಕ ಪಬ್ಲಿಕ್ ಶಾಲೆಗಳು, ಮಾದರಿ ಶಾಲೆಗಳು ಆರಂಭಗೊಂಡಿವೆ. ಪೋಷಕರು ತಮ್ಮ ಮಕ್ಕಳನ್ನು ಸರ್ಕಾರಿ ಶಾಲೆಗೆ ದಾಖಲಿಸಿ ಸೌಲಭ್ಯಗಳ ಪ್ರಯೋಜನ ಪಡೆಯಬೇಕು. ಇದರಿಂದ ಶಾಲೆಗಳು ಉಳಿಯುವುದರ ಜೊತೆಗೆ ಮಕ್ಕಳ ಭವಿಷ್ಯ ಉಜ್ವಲವಾಗಲಿದೆ. xyxy=(387,125,515,333)
allowance-col-3 xyxy=(520,832,646,1138)
women-day-title: ಮಹಿಳಾ ದಿನಾಚರಣೆ ಮಹಿಳೆಯರಿಗೆ ವಿಶೇಷ ಸ್ಫೂರ್ತಿ, ಪ್ರೇರಣೆ: ರಾಜೇಶ್ವರಿ ಕಲೂತಿ xyxy=(27,1150,692,1188)
author-card xyxy=(755,705,915,757)
water-box xyxy=(700,1150,918,1442)
poem-stanza xyxy=(34,802,237,854)
list-item: 21. ಪ್ರತಿಭಾಕಾರಂಜಿ ಕ್ರೀಡಾಕೂಟ ಆಯೋಜನೆ. xyxy=(520,637,629,647)
list-item: 27. ಸಾಂಸ್ಕೃತಿಕ ಕಾರ್ಯಕ್ರಮಗಳ ಆಯೋಜನೆ. xyxy=(653,103,761,113)
list-item: 4. ಉಚಿತವಾದ ಸಮವಸ್ತ್ರಗಳು. xyxy=(520,426,593,436)
registration-dots-1 xyxy=(100,1447,144,1466)
women-dateline: (ಹಸಿರುಕ್ರಾಂತಿ ವರದಿ) xyxy=(65,1193,117,1202)
list-item: 14. ಸುಸಜ್ಜಿತ ಕೊಠಡಿಗಳು. xyxy=(520,550,587,560)
allowance-title: ತುಟ್ಟಿ ಭತ್ಯೆ, ನಗರ ಪರಿಹಾರ ಭತ್ಯೆ, ಸೇವಾ ಭತ್ಯೆ ಸೇರಿದಂತೆ ಭತ್ಯೆಗಳ ಸಂಪೂರ್ಣ ವಿವರ xyxy=(258,788,918,828)
list-item: 2. ಪ್ರಧಾನವಾದ ಶಿಕ್ಷಕರಿಂದ ಬೋಧನೆ. xyxy=(520,401,610,411)
poem-line: ಹಾಲುಗೆನ್ನೆಯ ಶಿಶುವಿನ ಕೃತ್ಯದ ನಗು xyxy=(34,962,119,971)
header-date-kannada: ರವಿವಾರ ೩೧-೦೩-೨೦೨೪ xyxy=(90,30,148,38)
list-item: 9. ವಿದ್ಯಾರ್ಥಿ ವೇತನ. xyxy=(520,488,572,498)
list-item: 7. ವಾರದ 5 ದಿನ ಕ್ಷೀರಭಾಗ್ಯ. xyxy=(520,463,593,473)
poem-line: ನಗು ಅಳುವಿನ ಸಂಕೋಲೆಯು xyxy=(74,883,144,892)
list-item: 22. ಸಿ.ಸಿ.ಇ ಮೂಲಕ ಬೋಧನೆ. xyxy=(520,649,601,659)
author-photo xyxy=(760,709,800,754)
list-item: 35. ಚಾಲ ಕಾಲ್ಕಿ ಶಿಕ್ಷಕರಿಗೆ ತರಬೇತಿ. xyxy=(653,239,740,249)
list-item: 31. ಮಕ್ಕಳಿಂದಲೇ ನಿರ್ಮಿತವಾದ ಸುಂದರ ಕೈ ತೋಟ. xyxy=(653,165,779,175)
list-item: 44. ಮಕ್ಕಳಿಗೆ ಎಲ್ಲಾ ರೀತಿಯ ಬೆಂಬಲ. xyxy=(653,400,746,410)
list-item: 36. ಮಕ್ಕಳ ಕಲಿಕೆ ಹಾಜರಾತಿ ದಾಖಲೆಗಳು ಸುರಕ್ಷಿತ ವ್ಯವಸ್ಥೆ. xyxy=(653,252,780,274)
list-item: 42. ಶಾಲಾ ಪರಿಸರ ಸಂರಕ್ಷಣೆ. xyxy=(653,376,726,386)
list-item: 29. ಉಚಿತವಾದ ಕಂಪ್ಯೂಟರ್ ಶಿಕ್ಷಣ. xyxy=(653,140,742,150)
masthead xyxy=(27,62,244,107)
list-intro: ವಿದ್ಯಾರ್ಥಿಗಳಿಗೆ ದೊರೆಯುವ ವಿಶೇಷ ಸೌಲಭ್ಯಗಳು : xyxy=(530,377,646,386)
poem-line: ಈ ಕಾಲದ ಜಗತಿಯಲು, ನಗೋಣ ಬನ್ನಿ xyxy=(64,1041,158,1050)
women-text: ಅವರು ಶ್ರೀಮಂತಿಕೆಯಿಂದ ಸ್ಫೂರ್ತಿ ಪಡೆದು ಮುಂದೆ ಸಾಗಬೇಕು. ಸಮಾಜದ ಅಭಿವೃದ್ಧಿಯಲ್ಲಿ ಮಹಿಳೆಯರ ಪಾತ್ರ ಮಹತ್ವದ್ದು ಎಂದು ಹೇಳಿದರು. xyxy=(418,1321,553,1355)
poem-line: ಮುಖ ಮರೆಸಿ ಹಗುರಾಗುವುದು xyxy=(74,909,148,918)
feature-title: ಸರ್ಕಾರಿ ಶಾಲೆ xyxy=(385,65,647,120)
list-item: 38. ಉಚಿತ ಮಧ್ಯಾಹ್ನದ ಬಿಸಿಯೂಟ ಯೋಜನೆ. xyxy=(653,301,767,311)
